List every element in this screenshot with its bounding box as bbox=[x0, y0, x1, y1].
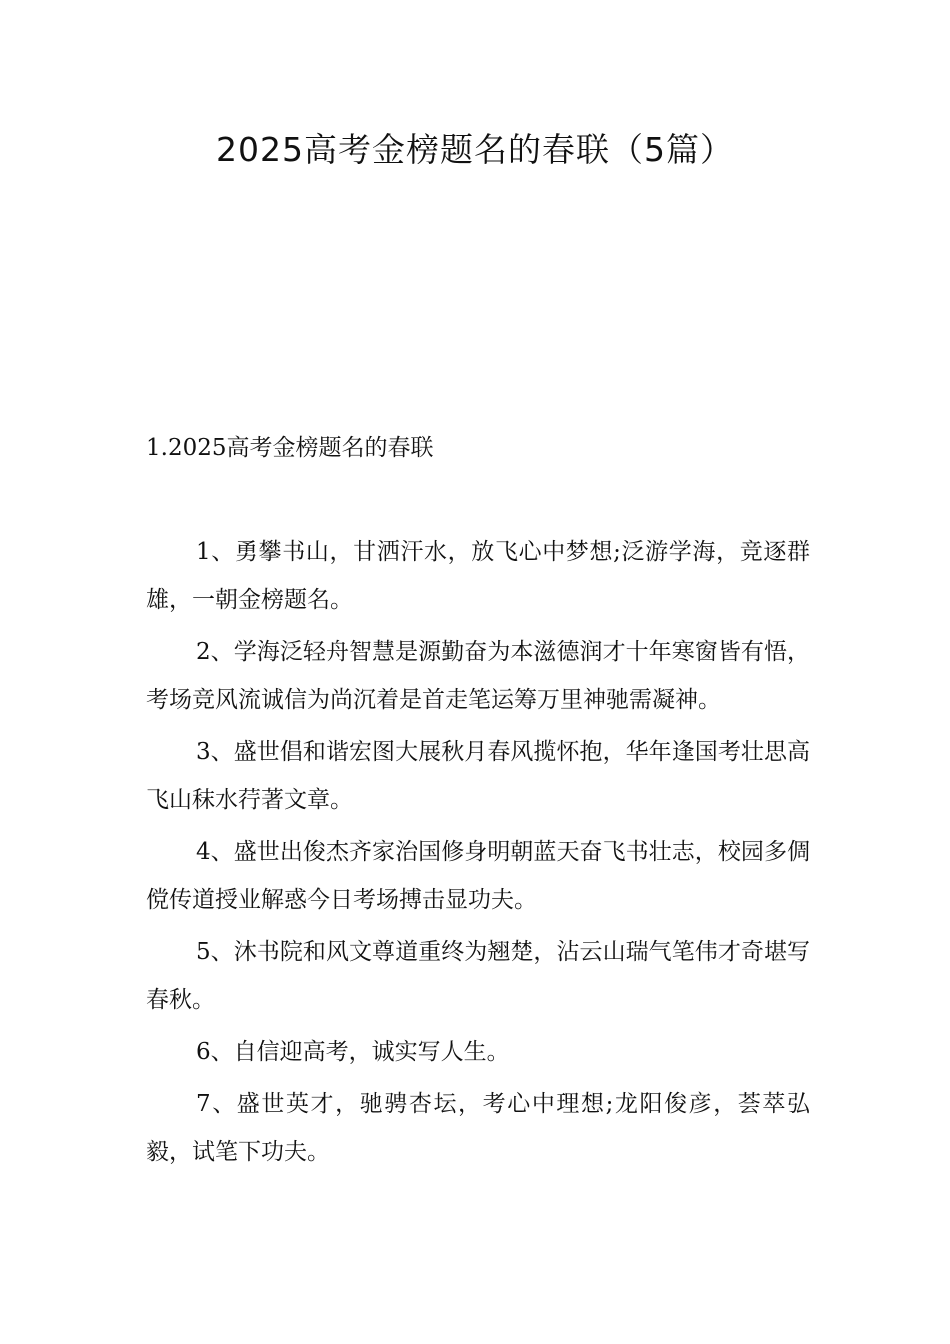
couplet-item-7: 7、盛世英才，驰骋杏坛，考心中理想;龙阳俊彦，荟萃弘毅，试笔下功夫。 bbox=[146, 1091, 810, 1165]
couplet-item-3: 3、盛世倡和谐宏图大展秋月春风揽怀抱，华年逢国考壮思高飞山秣水荇著文章。 bbox=[146, 739, 810, 813]
couplet-item-6: 6、自信迎高考，诚实写人生。 bbox=[196, 1039, 510, 1065]
couplet-item-5: 5、沐书院和风文尊道重终为翘楚，沾云山瑞气笔伟才奇堪写春秋。 bbox=[146, 939, 810, 1013]
couplet-item-1: 1、勇攀书山，甘洒汗水，放飞心中梦想;泛游学海，竞逐群雄，一朝金榜题名。 bbox=[146, 539, 810, 613]
section-heading: 1.2025高考金榜题名的春联 bbox=[146, 435, 434, 461]
couplet-item-4: 4、盛世出俊杰齐家治国修身明朝蓝天奋飞书壮志，校园多倜傥传道授业解惑今日考场搏击显功夫。 bbox=[146, 839, 810, 913]
couplet-item-2: 2、学海泛轻舟智慧是源勤奋为本滋德润才十年寒窗皆有悟，考场竞风流诚信为尚沉着是首走笔运筹万里神驰需凝神。 bbox=[146, 639, 810, 713]
document-title: 2025高考金榜题名的春联（5篇） bbox=[216, 130, 734, 169]
couplet-list bbox=[146, 528, 810, 1180]
